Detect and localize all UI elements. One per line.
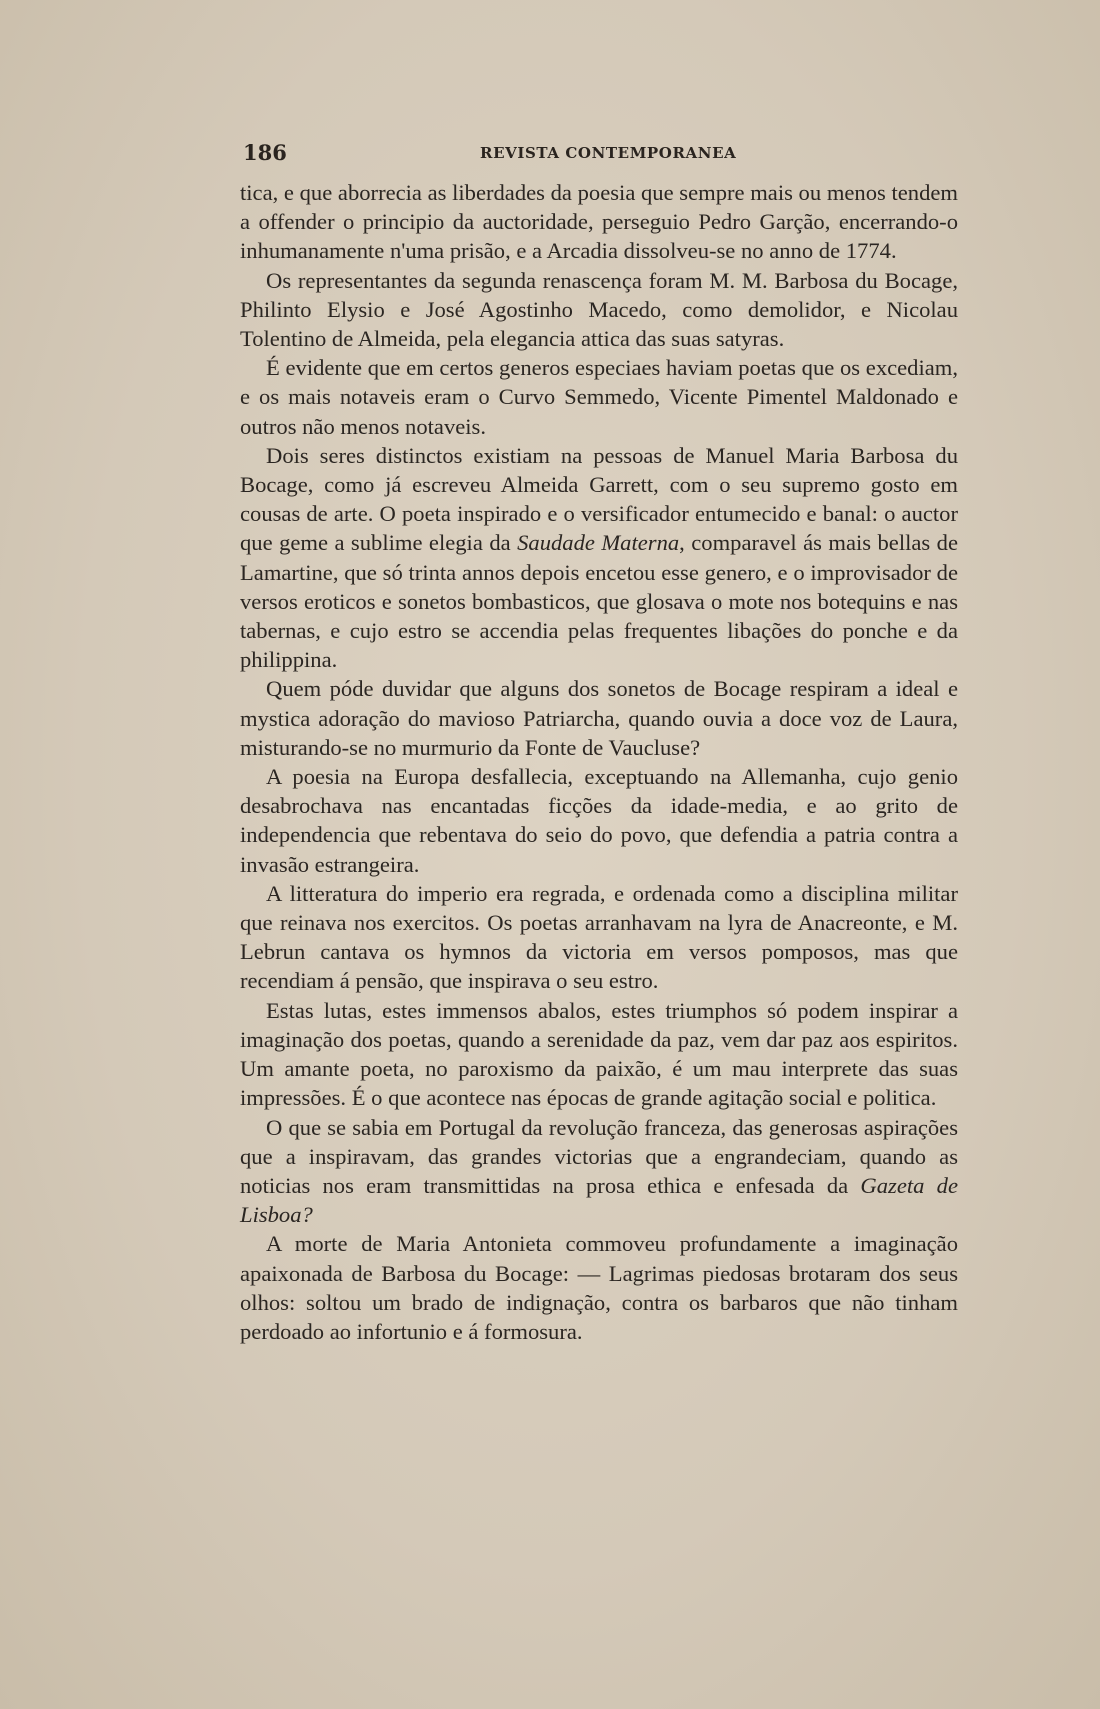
body-text: [240, 178, 958, 1346]
paragraph-text: , comparavel ás mais bellas de Lamartine, que só trinta annos depois encetou esse genero, e o improvisador de versos eroticos e sonetos bombasticos, que glosava o mote nos botequins e nas tabernas, e cujo estro se accendia pelas frequentes libações do ponche e da philippina.: [240, 530, 958, 673]
paragraph: tica, e que aborrecia as liberdades da poesia que sempre mais ou menos tendem a offender o principio da auctoridade, perseguio Pedro Garção, encerrando-o inhumanamente n'uma prisão, e a Arcadia dissolveu-se no anno de 1774.: [240, 180, 958, 264]
paragraph: Os representantes da segunda renascença foram M. M. Barbosa du Bocage, Philinto Elysio e José Agostinho Macedo, como demolidor, e Nicolau Tolentino de Almeida, pela elegancia attica das suas satyras.: [240, 267, 958, 352]
page-number: 186: [243, 140, 287, 165]
paragraph: Quem póde duvidar que alguns dos sonetos de Bocage respiram a ideal e mystica adoração do mavioso Patriarcha, quando ouvia a doce voz de Laura, misturando-se no murmurio da Fonte de Vaucluse?: [240, 676, 958, 760]
paragraph: A poesia na Europa desfallecia, exceptuando na Allemanha, cujo genio desabrochava nas encantadas ficções da idade-media, e ao grito de independencia que rebentava do seio do povo, que defendia a patria contra a invasão estrangeira.: [240, 764, 958, 877]
paragraph: A morte de Maria Antonieta commoveu profundamente a imaginação apaixonada de Barbosa du Bocage: — Lagrimas piedosas brotaram dos seus olhos: soltou um brado de indignação, contra os barbaros que não tinham perdoado ao infortunio e á formosura.: [240, 1231, 958, 1344]
paragraph: [240, 441, 958, 675]
paragraph: [240, 1113, 958, 1230]
paragraph-text: Dois seres distinctos existiam na pessoas de Manuel Maria Barbosa du Bocage, como já escreveu Almeida Garrett, com o seu supremo gosto em cousas de arte. O poeta inspirado e o versificador entumecido e banal: o auctor que geme a sublime elegia da: [240, 442, 958, 556]
running-title: REVISTA CONTEMPORANEA: [480, 144, 737, 162]
paragraph: A litteratura do imperio era regrada, e ordenada como a disciplina militar que reinava nos exercitos. Os poetas arranhavam na lyra de Anacreonte, e M. Lebrun cantava os hymnos da victoria em versos pomposos, mas que recendiam á pensão, que inspirava o seu estro.: [240, 880, 958, 994]
paragraph-text: O que se sabia em Portugal da revolução franceza, das generosas aspirações que a inspiravam, das grandes victorias que a engrandeciam, quando as noticias nos eram transmittidas na prosa ethica e enfesada da: [240, 1114, 958, 1198]
paragraph: É evidente que em certos generos especiaes haviam poetas que os excediam, e os mais notaveis eram o Curvo Semmedo, Vicente Pimentel Maldonado e outros não menos notaveis.: [240, 355, 958, 439]
page-header: [243, 140, 943, 166]
italic-title: Saudade Materna: [517, 530, 680, 556]
italic-title: Gazeta de Lisboa?: [240, 1172, 958, 1228]
paragraph: Estas lutas, estes immensos abalos, estes triumphos só podem inspirar a imaginação dos poetas, quando a serenidade da paz, vem dar paz aos espiritos. Um amante poeta, no paroxismo da paixão, é um mau interprete das suas impressões. É o que acontece nas épocas de grande agitação social e politica.: [240, 997, 958, 1111]
